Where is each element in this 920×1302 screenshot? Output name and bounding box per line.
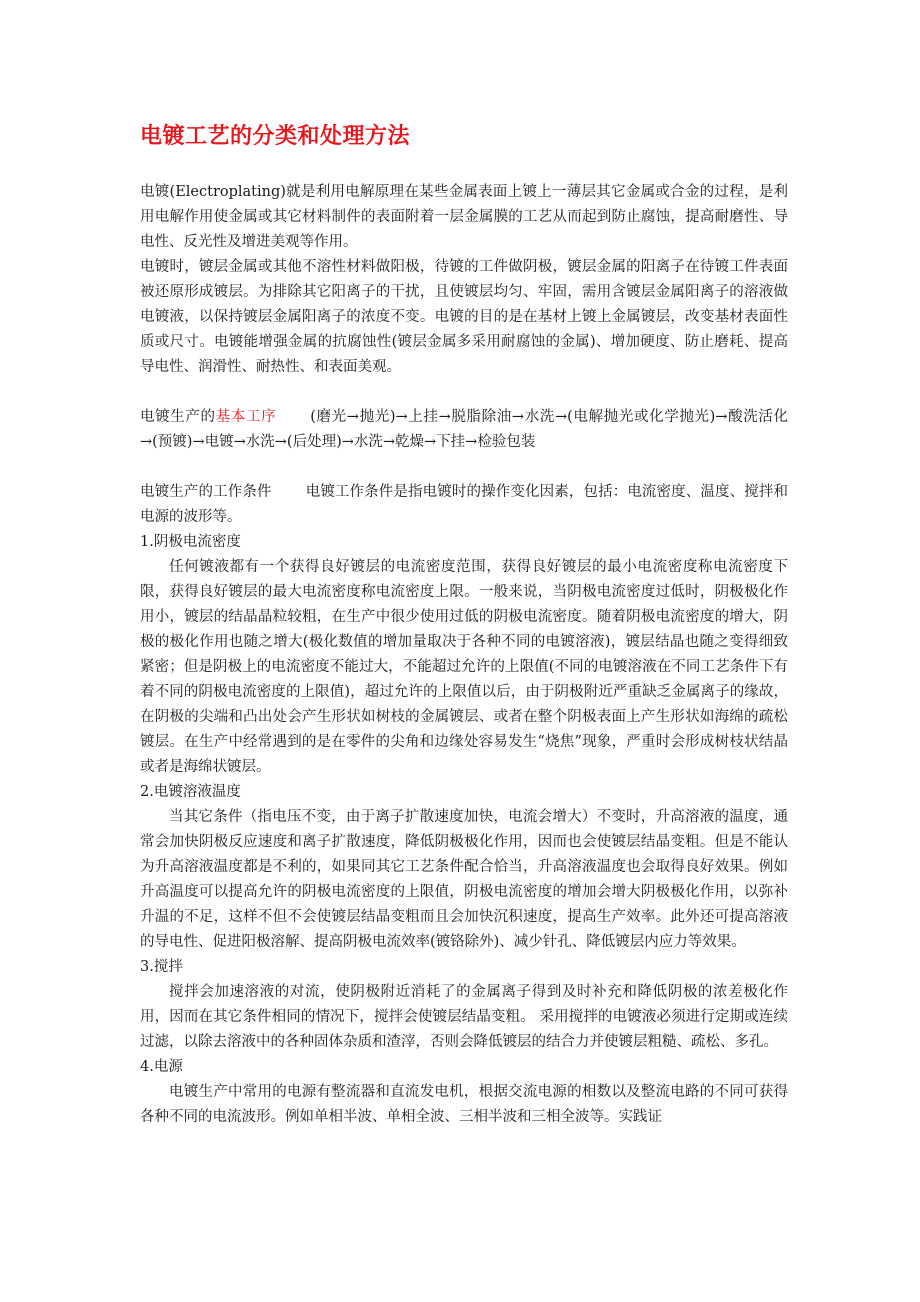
process-highlight: 基本工序: [215, 409, 277, 425]
conditions-label: 电镀生产的工作条件: [140, 484, 272, 500]
document-body: [140, 180, 788, 1130]
conditions-text: 电镀工作条件是指电镀时的操作变化因素，包括：电流密度、温度、搅拌和电源的波形等。: [140, 484, 789, 525]
section-heading-2: 2.电镀溶液温度: [140, 784, 241, 800]
process-paragraph: [140, 405, 788, 455]
section-text-3: 搅拌会加速溶液的对流，使阴极附近消耗了的金属离子得到及时补充和降低阴极的浓差极化作用，因而在其它条件相同的情况下，搅拌会使镀层结晶变粗。 采用搅拌的电镀液必须进行定期或连续过滤，以除去溶液中的各种固体杂质和渣滓，否则会降低镀层的结合力并使镀层粗糙、疏松、多孔。: [140, 984, 788, 1050]
page-title: 电镀工艺的分类和处理方法: [140, 124, 411, 149]
intro-paragraph-1: 电镀(Electroplating)就是利用电解原理在某些金属表面上镀上一薄层其它金属或合金的过程，是利用电解作用使金属或其它材料制件的表面附着一层金属膜的工艺从而起到防止腐蚀，提高耐磨性、导电性、反光性及增进美观等作用。: [140, 184, 788, 250]
section-heading-4: 4.电源: [140, 1059, 183, 1075]
conditions-paragraph: [140, 480, 788, 530]
section-text-4: 电镀生产中常用的电源有整流器和直流发电机，根据交流电源的相数以及整流电路的不同可获得各种不同的电流波形。例如单相半波、单相全波、三相半波和三相全波等。实践证: [140, 1084, 788, 1125]
spacer: [140, 380, 788, 405]
section-heading-3: 3.搅拌: [140, 959, 183, 975]
section-heading-1: 1.阴极电流密度: [140, 534, 241, 550]
section-text-2: 当其它条件（指电压不变，由于离子扩散速度加快，电流会增大）不变时，升高溶液的温度，通常会加快阴极反应速度和离子扩散速度，降低阴极极化作用，因而也会使镀层结晶变粗。但是不能认为升高溶液温度都是不利的，如果同其它工艺条件配合恰当，升高溶液温度也会取得良好效果。例如升高温度可以提高允许的阴极电流密度的上限值，阴极电流密度的增加会增大阴极极化作用，以弥补升温的不足，这样不但不会使镀层结晶变粗而且会加快沉积速度，提高生产效率。此外还可提高溶液的导电性、促进阳极溶解、提高阴极电流效率(镀铬除外)、减少针孔、降低镀层内应力等效果。: [140, 809, 788, 950]
process-steps: (磨光→抛光)→上挂→脱脂除油→水洗→(电解抛光或化学抛光)→酸洗活化→(预镀)→电镀→水洗→(后处理)→水洗→乾燥→下挂→检验包装: [140, 409, 788, 450]
spacer: [140, 455, 788, 480]
intro-paragraph-2: 电镀时，镀层金属或其他不溶性材料做阳极，待镀的工件做阴极，镀层金属的阳离子在待镀工件表面被还原形成镀层。为排除其它阳离子的干扰，且使镀层均匀、牢固，需用含镀层金属阳离子的溶液做电镀液，以保持镀层金属阳离子的浓度不变。电镀的目的是在基材上镀上金属镀层，改变基材表面性质或尺寸。电镀能增强金属的抗腐蚀性(镀层金属多采用耐腐蚀的金属)、增加硬度、防止磨耗、提高导电性、润滑性、耐热性、和表面美观。: [140, 259, 788, 375]
section-text-1: 任何镀液都有一个获得良好镀层的电流密度范围，获得良好镀层的最小电流密度称电流密度下限，获得良好镀层的最大电流密度称电流密度上限。一般来说，当阴极电流密度过低时，阴极极化作用小，镀层的结晶晶粒较粗，在生产中很少使用过低的阴极电流密度。随着阴极电流密度的增大，阴极的极化作用也随之增大(极化数值的增加量取决于各种不同的电镀溶液)，镀层结晶也随之变得细致紧密；但是阴极上的电流密度不能过大，不能超过允许的上限值(不同的电镀溶液在不同工艺条件下有着不同的阴极电流密度的上限值)，超过允许的上限值以后，由于阴极附近严重缺乏金属离子的缘故，在阴极的尖端和凸出处会产生形状如树枝的金属镀层、或者在整个阴极表面上产生形状如海绵的疏松镀层。在生产中经常遇到的是在零件的尖角和边缘处容易发生“烧焦”现象，严重时会形成树枝状结晶或者是海绵状镀层。: [140, 559, 788, 775]
process-prefix: 电镀生产的: [140, 409, 216, 425]
